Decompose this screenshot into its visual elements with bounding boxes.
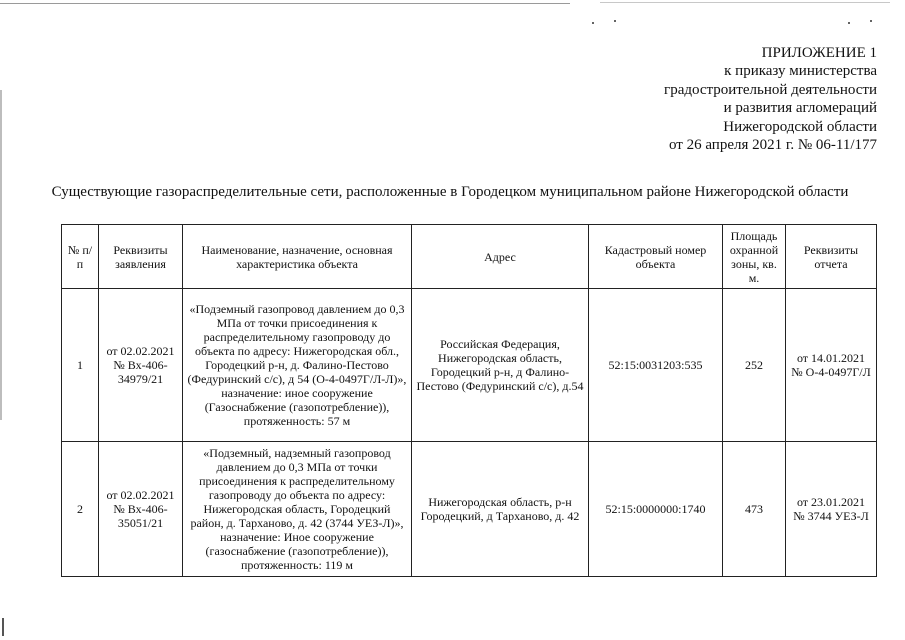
cell-area: 473 — [723, 442, 786, 577]
cell-cadastral: 52:15:0000000:1740 — [589, 442, 723, 577]
scan-speck — [848, 22, 850, 24]
cell-area: 252 — [723, 289, 786, 442]
cell-num: 2 — [62, 442, 99, 577]
header-area: Площадь охранной зоны, кв. м. — [723, 225, 786, 289]
scan-speck — [614, 20, 616, 22]
appendix-line: Нижегородской области — [723, 118, 877, 135]
appendix-line: к приказу министерства — [724, 63, 877, 80]
cell-address: Нижегородская область, р-н Городецкий, д Тарханово, д. 42 — [412, 442, 589, 577]
document-title: Существующие газораспределительные сети, расположенные в Городецком муниципальном районе Нижегородской области — [51, 184, 849, 200]
scan-speck — [870, 20, 872, 22]
cell-cadastral: 52:15:0031203:535 — [589, 289, 723, 442]
header-address: Адрес — [412, 225, 589, 289]
header-cadastral: Кадастровый номер объекта — [589, 225, 723, 289]
scan-edge-shadow — [0, 90, 2, 420]
appendix-line: и развития агломераций — [723, 100, 877, 117]
scan-edge-mark — [2, 618, 4, 636]
header-application: Реквизиты заявления — [99, 225, 183, 289]
table-row — [62, 442, 877, 577]
scan-edge-line — [600, 2, 890, 3]
appendix-line: ПРИЛОЖЕНИЕ 1 — [761, 45, 877, 61]
cell-application: от 02.02.2021 № Вх-406-34979/21 — [99, 289, 183, 442]
cell-name: «Подземный, надземный газопровод давлением до 0,3 МПа от точки присоединения к распределительному газопроводу до объекта по адресу: Нижегородская область, Городецкий район, д. Тарханово, д. 42 (3744 УЕЗ-Л)», назначение: Иное сооружение (газоснабжение (газопотребление)), протяженность: 119 м — [183, 442, 412, 577]
appendix-header — [517, 44, 877, 154]
cell-application: от 02.02.2021 № Вх-406-35051/21 — [99, 442, 183, 577]
table-header-row — [62, 225, 877, 289]
cell-name: «Подземный газопровод давлением до 0,3 МПа от точки присоединения к распределительному газопроводу до объекта по адресу: Нижегородская обл., Городецкий р-н, д. Фалино-Пестово (Федуринский с/с), д 54 (О-4-0497Г/Л-Л)», назначение: иное сооружение (Газоснабжение (газопотребление)), протяженность: 57 м — [183, 289, 412, 442]
scan-speck — [592, 22, 594, 24]
cell-report: от 14.01.2021 № О-4-0497Г/Л — [786, 289, 877, 442]
header-report: Реквизиты отчета — [786, 225, 877, 289]
appendix-line: от 26 апреля 2021 г. № 06-11/177 — [668, 137, 877, 154]
scan-edge-line — [0, 3, 570, 4]
header-num: № п/п — [62, 225, 99, 289]
appendix-line: градостроительной деятельности — [664, 81, 877, 98]
cell-address: Российская Федерация, Нижегородская область, Городецкий р-н, д Фалино-Пестово (Федуринский с/с), д.54 — [412, 289, 589, 442]
cell-report: от 23.01.2021 № 3744 УЕЗ-Л — [786, 442, 877, 577]
header-name: Наименование, назначение, основная характеристика объекта — [183, 225, 412, 289]
table-row — [62, 289, 877, 442]
gas-networks-table — [61, 224, 877, 577]
cell-num: 1 — [62, 289, 99, 442]
